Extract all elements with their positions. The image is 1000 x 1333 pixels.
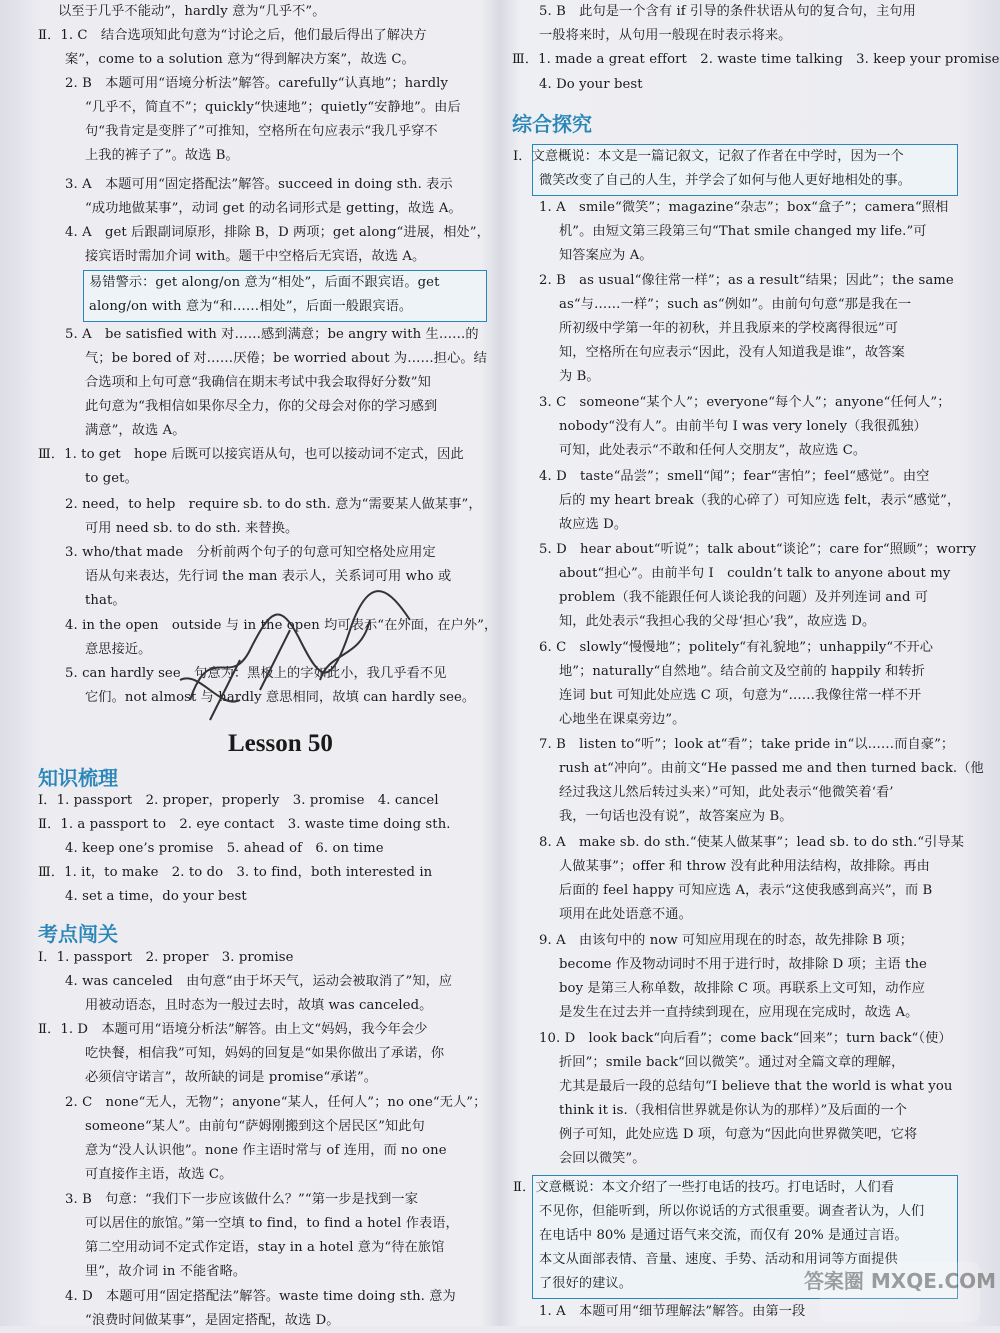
text-line: 4. D 本题可用“固定搭配法”解答。waste time doing sth. 意为 [65,1289,456,1304]
text-line: 1. A smile“微笑”；magazine“杂志”；box“盒子”；camera“照相 [539,200,949,215]
text-line: 可直接作主语，故选 C。 [85,1167,233,1182]
text-line: 项用在此处语意不通。 [559,907,692,922]
text-line: 可以居住的旅馆。”第一空填 to find，to find a hotel 作表语， [85,1216,459,1231]
text-line: 4. A get 后跟副词原形，排除 B，D 两项；get along“进展，相处”， [65,225,490,240]
text-line: “浪费时间做某事”，是固定搭配，故选 D。 [85,1313,340,1328]
text-line: Ⅰ．文意概说：本文是一篇记叙文，记叙了作者在中学时，因为一个 [513,149,904,164]
section-heading: 知识梳理 [38,766,118,790]
text-line: as“与……一样”；such as“例如”。由前句句意“那是我在一 [559,297,912,312]
text-line: 以至于几乎不能动”，hardly 意为“几乎不”。 [58,4,326,19]
text-line: 后面的 feel happy 可知应选 A，表示“这使我感到高兴”，而 B [559,883,933,898]
watermark [803,1262,997,1322]
text-line: about“担心”。由前半句 I couldn’t talk to anyone about my [559,566,951,581]
text-line: 2. B 本题可用“语境分析法”解答。carefully“认真地”；hardly [65,76,449,91]
text-line: 5. B 此句是一个含有 if 引导的条件状语从句的复合句，主句用 [539,4,916,19]
text-line: 可知，此处表示“不敢和任何人交朋友”，故应选 C。 [559,443,867,458]
text-line: 知答案应为 A。 [559,248,653,263]
text-line: 地”；naturally“自然地”。结合前文及空前的 happily 和转折 [559,664,925,679]
text-line: 可用 need sb. to do sth. 来替换。 [85,521,299,536]
text-line: Ⅱ．文意概说：本文介绍了一些打电话的技巧。打电话时，人们看 [513,1180,895,1195]
section-heading: 综合探究 [512,112,592,136]
text-line: 上我的裤子了”。故选 B。 [85,148,239,163]
text-line: 例子可知，此处应选 D 项，句意为“因此向世界微笑吧，它将 [559,1127,918,1142]
text-line: 5. A be satisfied with 对……感到满意；be angry with 生……的 [65,327,479,342]
text-line: Ⅲ．1. to get hope 后既可以接宾语从句，也可以接动词不定式，因此 [38,447,464,462]
handwriting-scribble [170,580,430,730]
text-line: 合选项和上句可意“我确信在期末考试中我会取得好分数”知 [85,375,431,390]
text-line: 7. B listen to“听”；look at“看”；take pride in“以……而自豪”； [539,737,955,752]
text-line: Ⅰ．1. passport 2. proper 3. promise [38,950,294,965]
text-line: boy 是第三人称单数，故排除 C 项。再联系上文可知，动作应 [559,981,926,996]
text-line: 4. set a time，do your best [65,889,247,904]
watermark-text-main: 答案圈 MXQE.COM [803,1269,997,1293]
text-line: Ⅲ．1. made a great effort 2. waste time talking 3. keep your promise [512,52,1000,67]
text-line: “几乎不，简直不”；quickly“快速地”；quietly“安静地”。由后 [85,100,461,115]
text-line: rush at“冲向”。由前文“He passed me and then turned back.（他 [559,761,984,776]
text-line: 意思接近。 [85,642,152,657]
text-line: 2. need，to help require sb. to do sth. 意为“需要某人做某事”， [65,497,482,512]
text-line: 3. A 本题可用“固定搭配法”解答。succeed in doing sth. 表示 [65,177,453,192]
text-line: 经过我这儿然后转过头来）”可知，此处表示“他微笑着‘看’ [559,785,894,800]
text-line: Ⅱ．1. C 结合选项知此句意为“讨论之后，他们最后得出了解决方 [38,28,427,43]
text-line: 气；be bored of 对……厌倦；be worried about 为……担心。结 [85,351,487,366]
text-line: 心地坐在课桌旁边”。 [559,712,686,727]
text-line: 本文从面部表情、音量、速度、手势、活动和用词等方面提供 [539,1252,898,1267]
text-line: 满意”，故选 A。 [85,423,186,438]
text-line: along/on with 意为“和……相处”，后面一般跟宾语。 [89,299,413,314]
text-line: 了很好的建议。 [539,1276,633,1291]
text-line: 4. keep one’s promise 5. ahead of 6. on time [65,841,384,856]
text-line: 故应选 D。 [559,517,628,532]
text-line: 吃快餐，相信我”可知，妈妈的回复是“如果你做出了承诺，你 [85,1046,445,1061]
text-line: 2. B as usual“像往常一样”；as a result“结果；因此”；the same [539,273,954,288]
text-line: 4. was canceled 由句意“由于坏天气，运动会被取消了”知，应 [65,974,453,989]
text-line: 8. A make sb. do sth.“使某人做某事”；lead sb. to do sth.“引导某 [539,835,965,850]
text-line: 4. D taste“品尝”；smell“闻”；fear“害怕”；feel“感觉”。由空 [539,469,930,484]
text-line: 里”，故介词 in 不能省略。 [85,1264,247,1279]
text-line: 为 B。 [559,369,600,384]
text-line: 微笑改变了自己的人生，并学会了如何与他人更好地相处的事。 [539,173,912,188]
text-line: 会回以微笑”。 [559,1151,646,1166]
text-line: problem（我不能跟任何人谈论我的问题）及并列连词 and 可 [559,590,929,605]
text-line: 意为“没人认识他”。none 作主语时常与 of 连用，而 no one [85,1143,447,1158]
text-line: 它们。not almost 与 hardly 意思相同，故填 can hardly see。 [85,690,476,705]
text-line: 10. D look back“向后看”；come back“回来”；turn back“（使） [539,1031,952,1046]
text-line: 尤其是最后一段的总结句“I believe that the world is what you [559,1079,953,1094]
text-line: 第二空用动词不定式作定语，stay in a hotel 意为“待在旅馆 [85,1240,445,1255]
text-line: someone“某人”。由前句“萨姆刚搬到这个居民区”知此句 [85,1119,425,1134]
text-line: 是发生在过去并一直持续到现在，应用现在完成时，故选 A。 [559,1005,919,1020]
text-line: Ⅲ．1. it，to make 2. to do 3. to find，both interested in [38,865,433,880]
text-line: 4. Do your best [539,77,643,92]
text-line: 在电话中 80% 是通过语气来交流，而仅有 20% 是通过言语。 [539,1228,908,1243]
text-line: 接宾语时需加介词 with。题干中空格后无宾语，故选 A。 [85,249,426,264]
section-heading: 考点闯关 [38,922,118,946]
text-line: 3. who/that made 分析前两个句子的句意可知空格处应用定 [65,545,436,560]
text-line: become 作及物动词时不用于进行时，故排除 D 项；主语 the [559,957,927,972]
watermark-logo [803,1262,997,1322]
text-line: 用被动语态，且时态为一般过去时，故填 was canceled。 [85,998,433,1013]
text-line: 人做某事”；offer 和 throw 没有此种用法结构，故排除。再由 [559,859,930,874]
text-line: 案”，come to a solution 意为“得到解决方案”，故选 C。 [65,52,415,67]
text-line: 语从句来表达，先行词 the man 表示人，关系词可用 who 或 [85,569,452,584]
text-line: 9. A 由该句中的 now 可知应用现在的时态，故先排除 B 项； [539,933,913,948]
warning-box [83,270,487,322]
text-line: 一般将来时，从句用一般现在时表示将来。 [539,28,792,43]
text-line: 所初级中学第一年的初秋，并且我原来的学校离得很远”可 [559,321,899,336]
text-line: 6. C slowly“慢慢地”；politely“有礼貌地”；unhappily“不开心 [539,640,934,655]
text-line: 此句意为“我相信如果你尽全力，你的父母会对你的学习感到 [85,399,438,414]
text-line: 后的 my heart break（我的心碎了）可知应选 felt，表示“感觉”， [559,493,961,508]
text-line: 句“我肯定是变胖了”可推知，空格所在句应表示“我几乎穿不 [85,124,438,139]
text-line: nobody“没有人”。由前半句 I was very lonely（我很孤独） [559,419,927,434]
text-line: 机”。由短文第三段第三句“That smile changed my life.”可 [559,224,927,239]
text-line: 1. A 本题可用“细节理解法”解答。由第一段 [539,1304,806,1319]
text-line: Ⅰ．1. passport 2. proper，properly 3. promise 4. cancel [38,793,439,808]
summary-box [513,144,958,196]
text-line: 4. in the open outside 与 in the open 均可表示“在外面，在户外”， [65,618,498,633]
text-line: to get。 [85,471,138,486]
text-line: 折回”；smile back“回以微笑”。通过对全篇文章的理解， [559,1055,905,1070]
text-line: 必须信守诺言”，故所缺的词是 promise“承诺”。 [85,1070,378,1085]
text-line: 易错警示：get along/on 意为“相处”，后面不跟宾语。get [89,275,440,290]
text-line: think it is.（我相信世界就是你认为的那样）”及后面的一个 [559,1103,908,1118]
text-line: Ⅱ．1. D 本题可用“语境分析法”解答。由上文“妈妈，我今年会少 [38,1022,428,1037]
text-line: 2. C none“无人，无物”；anyone“某人，任何人”；no one“无人”； [65,1095,487,1110]
text-line: 5. can hardly see 句意为：黑板上的字如此小，我几乎看不见 [65,666,447,681]
text-line: 知，此处表示“我担心我的父母‘担心’我”，故应选 D。 [559,614,876,629]
text-line: 不见你，但能听到，所以你说话的方式很重要。调查者认为，人们 [539,1204,925,1219]
text-line: 我，一句话也没有说”，故答案应为 B。 [559,809,793,824]
text-line: 5. D hear about“听说”；talk about“谈论”；care for“照顾”；worry [539,542,977,557]
text-line: Ⅱ．1. a passport to 2. eye contact 3. waste time doing sth. [38,817,451,832]
text-line: 知，空格所在句应表示“因此，没有人知道我是谁”，故答案 [559,345,905,360]
lesson-title: Lesson 50 [228,730,333,757]
text-line: 3. B 句意：“我们下一步应该做什么？”“第一步是找到一家 [65,1192,419,1207]
text-line: 3. C someone“某个人”；everyone“每个人”；anyone“任何人”； [539,395,951,410]
text-line: 连词 but 可知此处应选 C 项，句意为“……我像往常一样不开 [559,688,922,703]
text-line: “成功地做某事”，动词 get 的动名词形式是 getting，故选 A。 [85,201,462,216]
text-line: that。 [85,593,126,608]
